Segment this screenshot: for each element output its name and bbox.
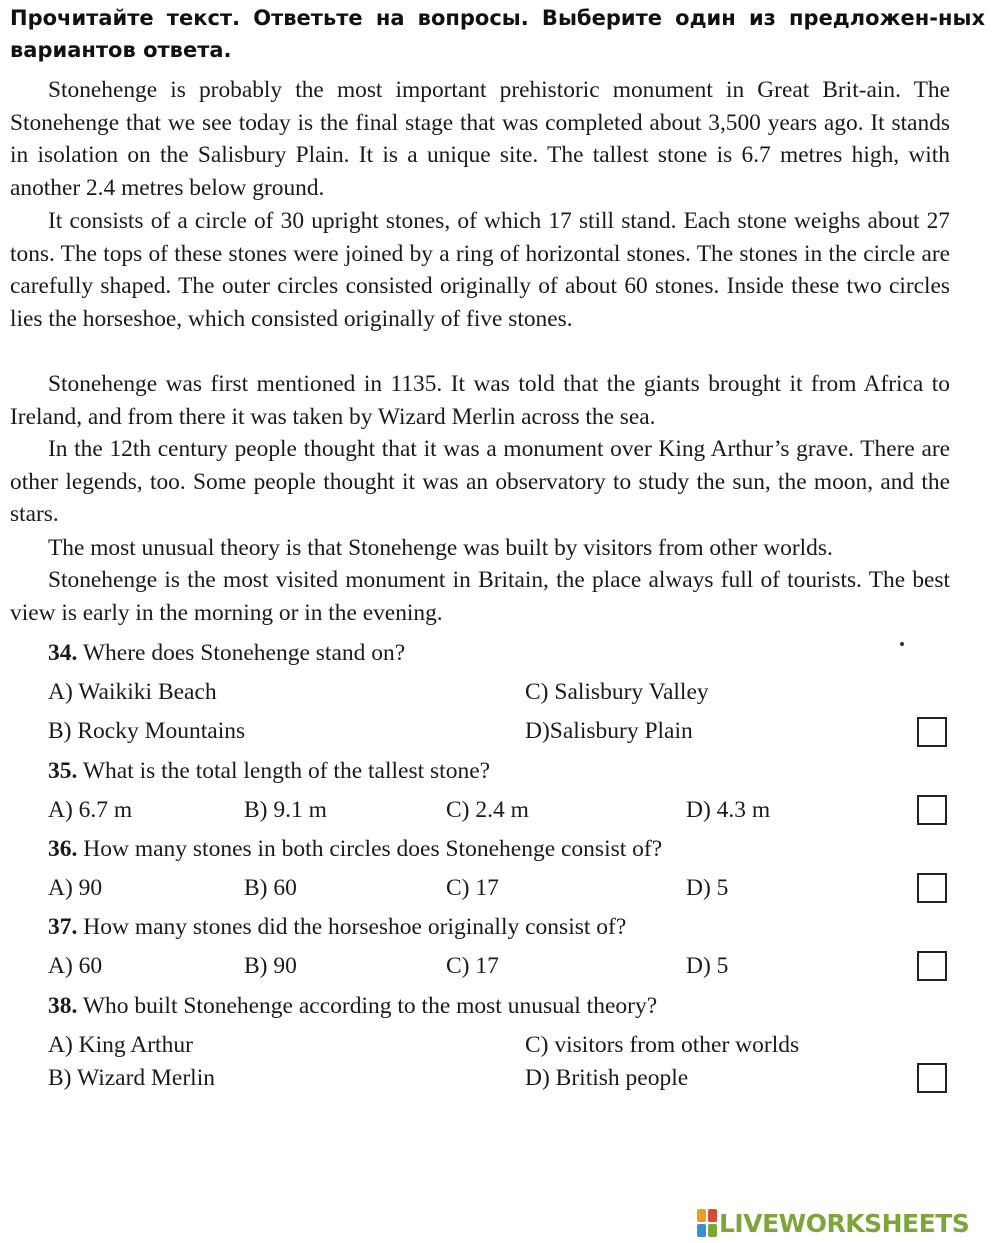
option-38-b: B) Wizard Merlin <box>48 1065 215 1091</box>
option-37-c: C) 17 <box>446 953 499 979</box>
liveworksheets-logo[interactable] <box>697 1207 969 1239</box>
question-number: 34. <box>48 640 78 666</box>
option-34-a: A) Waikiki Beach <box>48 679 217 705</box>
option-35-b: B) 9.1 m <box>244 797 327 823</box>
question-35 <box>48 756 490 786</box>
option-38-a: A) King Arthur <box>48 1032 193 1058</box>
option-34-d: D)Salisbury Plain <box>525 718 693 744</box>
question-text: How many stones in both circles does Stonehenge consist of? <box>83 836 663 862</box>
question-number: 35. <box>48 758 78 784</box>
option-38-d: D) British people <box>525 1065 689 1091</box>
paragraph-1: Stonehenge is probably the most important prehistoric monument in Great Brit-ain. The Stonehenge that we see today is the final stage that was completed about 3,500 years ago. It stands in isolation on the Salisbury Plain. It is a unique site. The tallest stone is 6.7 metres high, with another 2.4 metres below ground. <box>10 77 950 201</box>
option-35-d: D) 4.3 m <box>686 797 771 823</box>
option-34-b: B) Rocky Mountains <box>48 718 246 744</box>
option-35-a: A) 6.7 m <box>48 797 133 823</box>
question-number: 37. <box>48 914 78 940</box>
answer-box-37[interactable] <box>917 951 947 981</box>
question-text: How many stones did the horseshoe originally consist of? <box>83 914 627 940</box>
paragraph-3: Stonehenge was first mentioned in 1135. It was told that the giants brought it from Africa to Ireland, and from there it was taken by Wizard Merlin across the sea. <box>10 371 950 430</box>
option-36-b: B) 60 <box>244 875 297 901</box>
question-text: Who built Stonehenge according to the most unusual theory? <box>82 993 658 1019</box>
option-37-a: A) 60 <box>48 953 103 979</box>
question-number: 36. <box>48 836 78 862</box>
paragraph-2: It consists of a circle of 30 upright stones, of which 17 still stand. Each stone weighs about 27 tons. The tops of these stones were joined by a ring of horizontal stones. The stones in the circle are carefully shaped. The outer circles consisted originally of about 60 stones. Inside these two circles lies the horseshoe, which consisted originally of five stones. <box>10 208 950 332</box>
option-34-c: C) Salisbury Valley <box>525 679 709 705</box>
paragraph-6: Stonehenge is the most visited monument in Britain, the place always full of tourists. The best view is early in the morning or in the evening. <box>10 567 950 626</box>
question-text: What is the total length of the tallest stone? <box>82 758 491 784</box>
option-36-d: D) 5 <box>686 875 729 901</box>
question-text: Where does Stonehenge stand on? <box>82 640 406 666</box>
question-number: 38. <box>48 993 78 1019</box>
option-37-d: D) 5 <box>686 953 729 979</box>
option-38-c: C) visitors from other worlds <box>525 1032 800 1058</box>
question-36 <box>48 834 662 864</box>
question-34 <box>48 638 405 668</box>
logo-text: LIVEWORKSHEETS <box>719 1208 970 1238</box>
option-36-a: A) 90 <box>48 875 103 901</box>
question-38 <box>48 991 657 1021</box>
answer-box-38[interactable] <box>917 1063 947 1093</box>
instruction-heading: Прочитайте текст. Ответьте на вопросы. Выберите один из предложен-ных вариантов ответа. <box>10 6 985 62</box>
answer-box-36[interactable] <box>917 873 947 903</box>
answer-box-35[interactable] <box>917 795 947 825</box>
option-36-c: C) 17 <box>446 875 499 901</box>
liveworksheets-icon <box>697 1209 717 1237</box>
answer-box-34[interactable] <box>917 717 947 747</box>
paragraph-4: In the 12th century people thought that it was a monument over King Arthur’s grave. There are other legends, too. Some people thought it was an observatory to study the sun, the moon, and the stars. <box>10 436 950 528</box>
option-37-b: B) 90 <box>244 953 297 979</box>
question-37 <box>48 912 626 942</box>
paragraph-5: The most unusual theory is that Stonehenge was built by visitors from other worlds. <box>48 535 833 561</box>
stray-dot <box>900 642 904 646</box>
option-35-c: C) 2.4 m <box>446 797 529 823</box>
